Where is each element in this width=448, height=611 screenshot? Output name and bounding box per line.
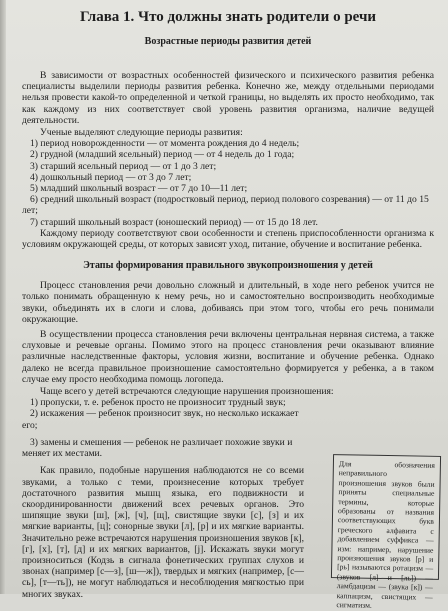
period-item: 2) грудной (младший ясельный) период — от 4 недель до 1 года;: [30, 149, 295, 161]
speech-organs-paragraph: В осуществлении процесса становления речи включены центральная нервная система, а также слуховые и речевые органы. Помимо этого на процесс становления речи оказывают влияние различные наследственные факторы, условия жизни, воспитание и обучение ребенка. Однако далеко не всегда правильное произношение самостоятельно формируется у ребенка, а в таком случае ему просто необходима помощь логопеда.: [22, 329, 434, 385]
period-item: 6) средний школьный возраст (подростковый период, период полового созревания) — от 11 до 15 лет;: [22, 194, 429, 217]
periods-list: [22, 138, 434, 228]
section-title-pronunciation: Этапы формирования правильного звукопроизношения у детей: [83, 260, 373, 272]
sounds-paragraph: Как правило, подобные нарушения наблюдаются не со всеми звуками, а только с теми, произнесение которых требует достаточного развития мышц языка, его подвижности и скоординированности движений всех речевых органов. Это шипящие звуки [ш], [ж], [ч], [щ], свистящие звуки [с], [з] и их мягкие варианты, [ц]; сонорные звуки [л], [р] и их мягкие варианты. Значительно реже встречаются нарушения произношения звуков [к], [г], [х], [т], [д] и их мягких вариантов, [j]. Искажать звуки могут произноситься (Кодзь в сигнала фонетических группах слухов и звонах (например [с—з], [ш—ж]), твердых и мягких (например, [с—сь], [т—ть]), не могут наблюдаться и несоблюдения мягкостью при многих звуках.: [22, 465, 304, 600]
violations-lead: Чаще всего у детей встречаются следующие нарушения произношения:: [40, 386, 334, 398]
violation-item: 3) замены и смешения — ребенок не различает похожие звуки и меняет их местами.: [22, 436, 293, 460]
violation-item: 1) пропуски, т. е. ребенок просто не произносит трудный звук;: [30, 397, 286, 409]
period-item: 7) старший школьный возраст (юношеский период) — от 15 до 18 лет.: [30, 216, 318, 228]
book-spine-shadow: [0, 0, 6, 594]
period-item: 3) старший ясельный период — от 1 до 3 лет;: [30, 160, 217, 172]
section-title-age-periods: Возрастные периоды развития детей: [144, 36, 312, 47]
terminology-note-box: Для обозначения неправильного произношения звуков были приняты специальные термины, которые образованы от названия соответствующих букв греческого алфавита с добавлением суффикса — изм: например, нарушение произношения звуков [р] и [рь] называются ротацизм — (звуков [л] и [ль]) — ламбдацизм — (звука [к]) — каппацизм, свистящих — сигматизм.: [331, 454, 441, 580]
period-item: 5) младший школьный возраст — от 7 до 10—11 лет;: [30, 183, 248, 195]
periods-lead: Ученые выделяют следующие периоды развития:: [40, 127, 243, 139]
period-item: 4) дошкольный период — от 3 до 7 лет;: [30, 171, 192, 183]
period-item: 1) период новорожденности — от момента рождения до 4 недель;: [30, 138, 300, 150]
violations-list: [22, 397, 434, 459]
chapter-title: Глава 1. Что должны знать родители о речи: [79, 9, 377, 25]
periods-after-paragraph: Каждому периоду соответствуют свои особенности и степень приспособленности организма к условиям окружающей среды, от которых зависят уход, питание, обучение и воспитание ребенка.: [22, 227, 434, 251]
intro-paragraph: В зависимости от возрастных особенностей физического и психического развития ребенка специалисты выделили периоды развития ребенка. Конечно же, между отдельными периодами нельзя провести какой-то определенной и четкой границы, но выделять их просто необходимо, так как каждому из них соответствует свой уровень развития организма, наличие ведущей деятельности.: [22, 70, 434, 126]
violation-item: 2) искажения — ребенок произносит звук, но несколько искажает его;: [22, 408, 299, 431]
speech-process-paragraph: Процесс становления речи довольно сложный и длительный, в ходе него ребенок учится не только понимать обращенную к нему речь, но и самостоятельно воспроизводить необходимые звуки, объединять их в слоги и слова, добиваясь при этом того, чтобы его речь понимали окружающие.: [22, 280, 434, 325]
